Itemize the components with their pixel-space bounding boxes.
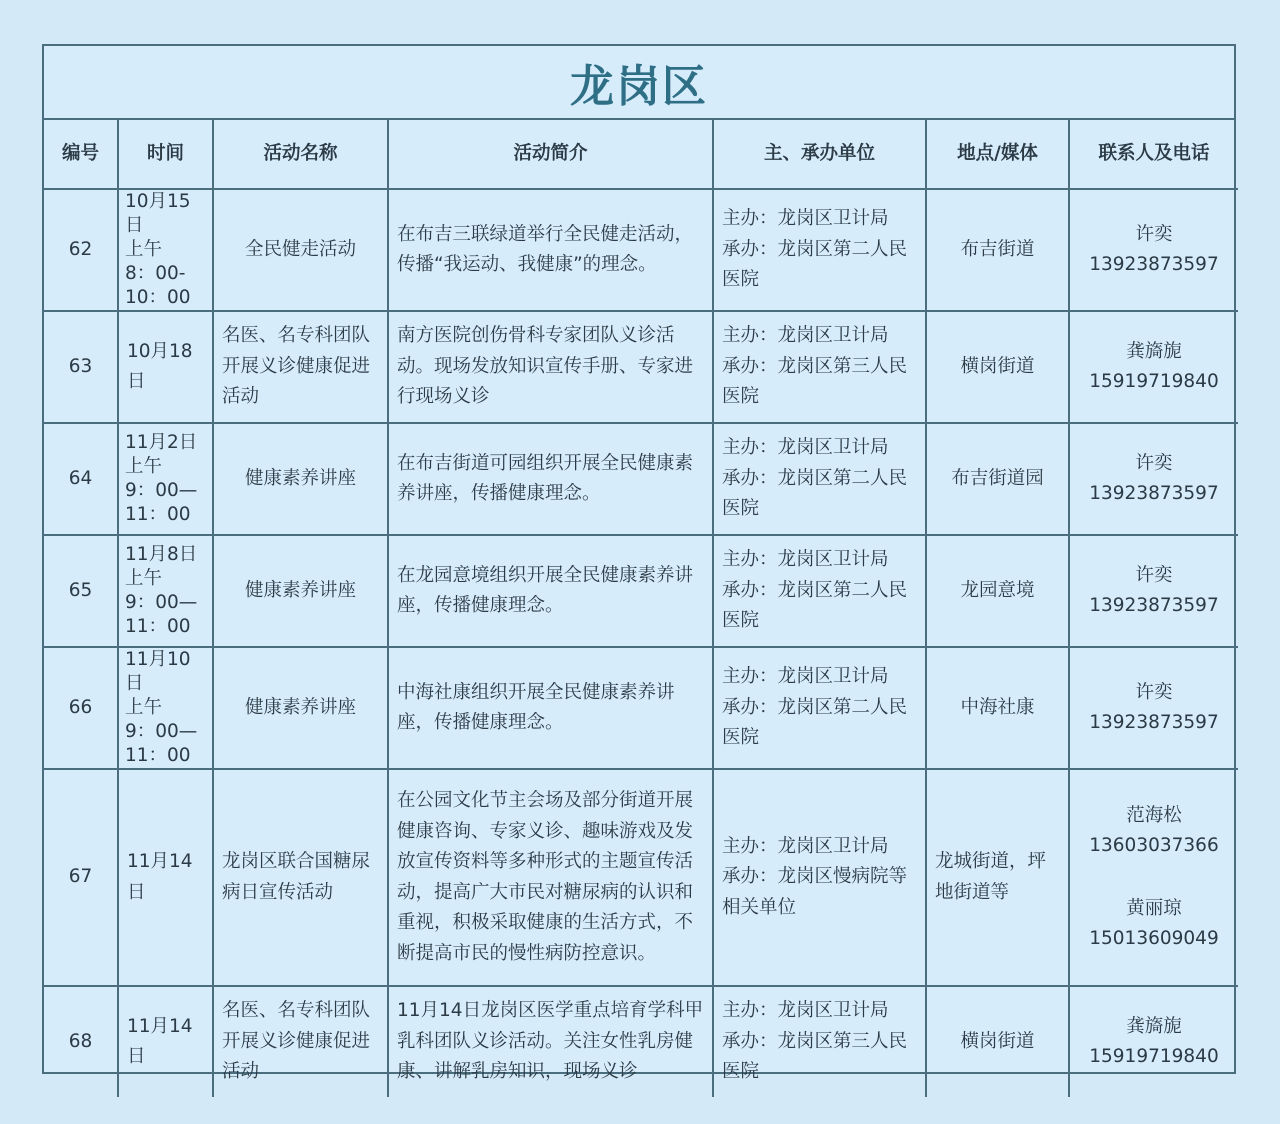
organizer-line: 主办：龙岗区卫计局	[722, 208, 889, 230]
organizer-line: 承办：龙岗区第二人民医院	[722, 696, 908, 749]
cell-organizer	[713, 647, 926, 769]
organizer-line: 承办：龙岗区第二人民医院	[722, 467, 908, 520]
table-row	[44, 423, 1238, 535]
cell-contact	[1069, 986, 1238, 1097]
cell-activity-name: 健康素养讲座	[213, 647, 388, 769]
cell-activity-name: 龙岗区联合国糖尿病日宣传活动	[213, 769, 388, 986]
cell-no: 67	[44, 769, 118, 986]
cell-no: 63	[44, 311, 118, 423]
organizer-line: 主办：龙岗区卫计局	[722, 835, 889, 857]
contact-phone: 15919719840	[1089, 371, 1219, 392]
contact-phone: 13923873597	[1089, 712, 1219, 733]
time-line: 9：00—	[125, 592, 198, 613]
time-line: 11：00	[125, 616, 191, 637]
header-desc: 活动简介	[388, 120, 713, 189]
cell-organizer	[713, 769, 926, 986]
cell-description: 在布吉三联绿道举行全民健走活动，传播“我运动、我健康”的理念。	[388, 189, 713, 311]
time-line: 上午	[125, 456, 163, 477]
time-line: 11月8日	[125, 544, 198, 565]
table-row	[44, 311, 1238, 423]
organizer-line: 主办：龙岗区卫计局	[722, 1000, 889, 1022]
time-line: 11月14日	[127, 1015, 193, 1067]
schedule-panel	[42, 44, 1236, 1083]
table-row	[44, 535, 1238, 647]
cell-activity-name: 名医、名专科团队开展义诊健康促进活动	[213, 986, 388, 1097]
cell-contact	[1069, 647, 1238, 769]
cell-no: 65	[44, 535, 118, 647]
organizer-line: 承办：龙岗区第三人民医院	[722, 355, 908, 408]
header-place: 地点/媒体	[926, 120, 1069, 189]
cell-time	[118, 535, 213, 647]
contact-name: 龚旖旎	[1126, 1015, 1182, 1037]
cell-time	[118, 423, 213, 535]
time-line: 11：00	[125, 504, 191, 525]
contact-phone: 15919719840	[1089, 1046, 1219, 1067]
organizer-line: 主办：龙岗区卫计局	[722, 549, 889, 571]
cell-no: 66	[44, 647, 118, 769]
cell-time	[118, 189, 213, 311]
organizer-line: 主办：龙岗区卫计局	[722, 666, 889, 688]
organizer-line: 承办：龙岗区第三人民医院	[722, 1030, 908, 1083]
cell-place: 龙园意境	[926, 535, 1069, 647]
organizer-line: 主办：龙岗区卫计局	[722, 325, 889, 347]
table-header-row	[44, 120, 1238, 189]
cell-description: 在公园文化节主会场及部分街道开展健康咨询、专家义诊、趣味游戏及发放宣传资料等多种形式的主题宣传活动，提高广大市民对糖尿病的认识和重视，积极采取健康的生活方式，不断提高市民的慢性病防控意识。	[388, 769, 713, 986]
contact-name: 许奕	[1135, 564, 1173, 586]
cell-contact	[1069, 423, 1238, 535]
header-org: 主、承办单位	[713, 120, 926, 189]
cell-place: 横岗街道	[926, 986, 1069, 1097]
table-row	[44, 647, 1238, 769]
contact-name: 黄丽琼	[1126, 897, 1182, 919]
table-body	[44, 189, 1238, 1097]
contact-name: 许奕	[1135, 452, 1173, 474]
cell-activity-name: 全民健走活动	[213, 189, 388, 311]
time-line: 10月18日	[127, 340, 193, 392]
cell-contact	[1069, 769, 1238, 986]
cell-activity-name: 健康素养讲座	[213, 535, 388, 647]
organizer-line: 承办：龙岗区慢病院等相关单位	[722, 866, 908, 918]
page-title: 龙岗区	[44, 46, 1234, 120]
cell-time	[118, 311, 213, 423]
cell-no: 64	[44, 423, 118, 535]
organizer-line: 主办：龙岗区卫计局	[722, 437, 889, 459]
contact-phone: 13923873597	[1089, 254, 1219, 275]
time-line: 上午	[125, 568, 163, 589]
cell-place: 布吉街道	[926, 189, 1069, 311]
cell-contact	[1069, 535, 1238, 647]
cell-place: 龙城街道，坪地街道等	[926, 769, 1069, 986]
cell-no: 62	[44, 189, 118, 311]
header-name: 活动名称	[213, 120, 388, 189]
time-line: 9：00—	[125, 721, 198, 742]
contact-spacer	[1078, 862, 1230, 894]
contact-phone: 13923873597	[1089, 483, 1219, 504]
cell-description: 在布吉街道可园组织开展全民健康素养讲座，传播健康理念。	[388, 423, 713, 535]
cell-description: 在龙园意境组织开展全民健康素养讲座，传播健康理念。	[388, 535, 713, 647]
activity-table	[44, 120, 1238, 1097]
contact-name: 龚旖旎	[1126, 340, 1182, 362]
time-line: 11月10日	[125, 649, 191, 694]
time-line: 上午	[125, 239, 163, 260]
time-line: 8：00-	[125, 263, 186, 284]
cell-organizer	[713, 423, 926, 535]
cell-place: 中海社康	[926, 647, 1069, 769]
cell-activity-name: 健康素养讲座	[213, 423, 388, 535]
organizer-line: 承办：龙岗区第二人民医院	[722, 238, 908, 291]
cell-activity-name: 名医、名专科团队开展义诊健康促进活动	[213, 311, 388, 423]
table-row	[44, 769, 1238, 986]
cell-time	[118, 647, 213, 769]
table-row	[44, 189, 1238, 311]
cell-time	[118, 769, 213, 986]
time-line: 10：00	[125, 287, 191, 308]
time-line: 9：00—	[125, 480, 198, 501]
time-line: 上午	[125, 697, 163, 718]
cell-place: 布吉街道园	[926, 423, 1069, 535]
cell-organizer	[713, 986, 926, 1097]
cell-no: 68	[44, 986, 118, 1097]
contact-name: 许奕	[1135, 223, 1173, 245]
cell-time	[118, 986, 213, 1097]
cell-organizer	[713, 535, 926, 647]
header-contact: 联系人及电话	[1069, 120, 1238, 189]
time-line: 11月2日	[125, 432, 198, 453]
contact-name: 范海松	[1126, 804, 1182, 826]
contact-name: 许奕	[1135, 681, 1173, 703]
cell-organizer	[713, 189, 926, 311]
header-no: 编号	[44, 120, 118, 189]
cell-place: 横岗街道	[926, 311, 1069, 423]
cell-organizer	[713, 311, 926, 423]
time-line: 10月15日	[125, 191, 191, 236]
time-line: 11：00	[125, 745, 191, 766]
contact-phone: 15013609049	[1089, 928, 1219, 949]
cell-contact	[1069, 311, 1238, 423]
contact-phone: 13923873597	[1089, 595, 1219, 616]
cell-description: 中海社康组织开展全民健康素养讲座，传播健康理念。	[388, 647, 713, 769]
header-time: 时间	[118, 120, 213, 189]
contact-phone: 13603037366	[1089, 835, 1219, 856]
organizer-line: 承办：龙岗区第二人民医院	[722, 579, 908, 632]
time-line: 11月14日	[127, 851, 193, 903]
table-row	[44, 986, 1238, 1097]
cell-description: 南方医院创伤骨科专家团队义诊活动。现场发放知识宣传手册、专家进行现场义诊	[388, 311, 713, 423]
cell-contact	[1069, 189, 1238, 311]
cell-description: 11月14日龙岗区医学重点培育学科甲乳科团队义诊活动。关注女性乳房健康、讲解乳房知识，现场义诊	[388, 986, 713, 1097]
